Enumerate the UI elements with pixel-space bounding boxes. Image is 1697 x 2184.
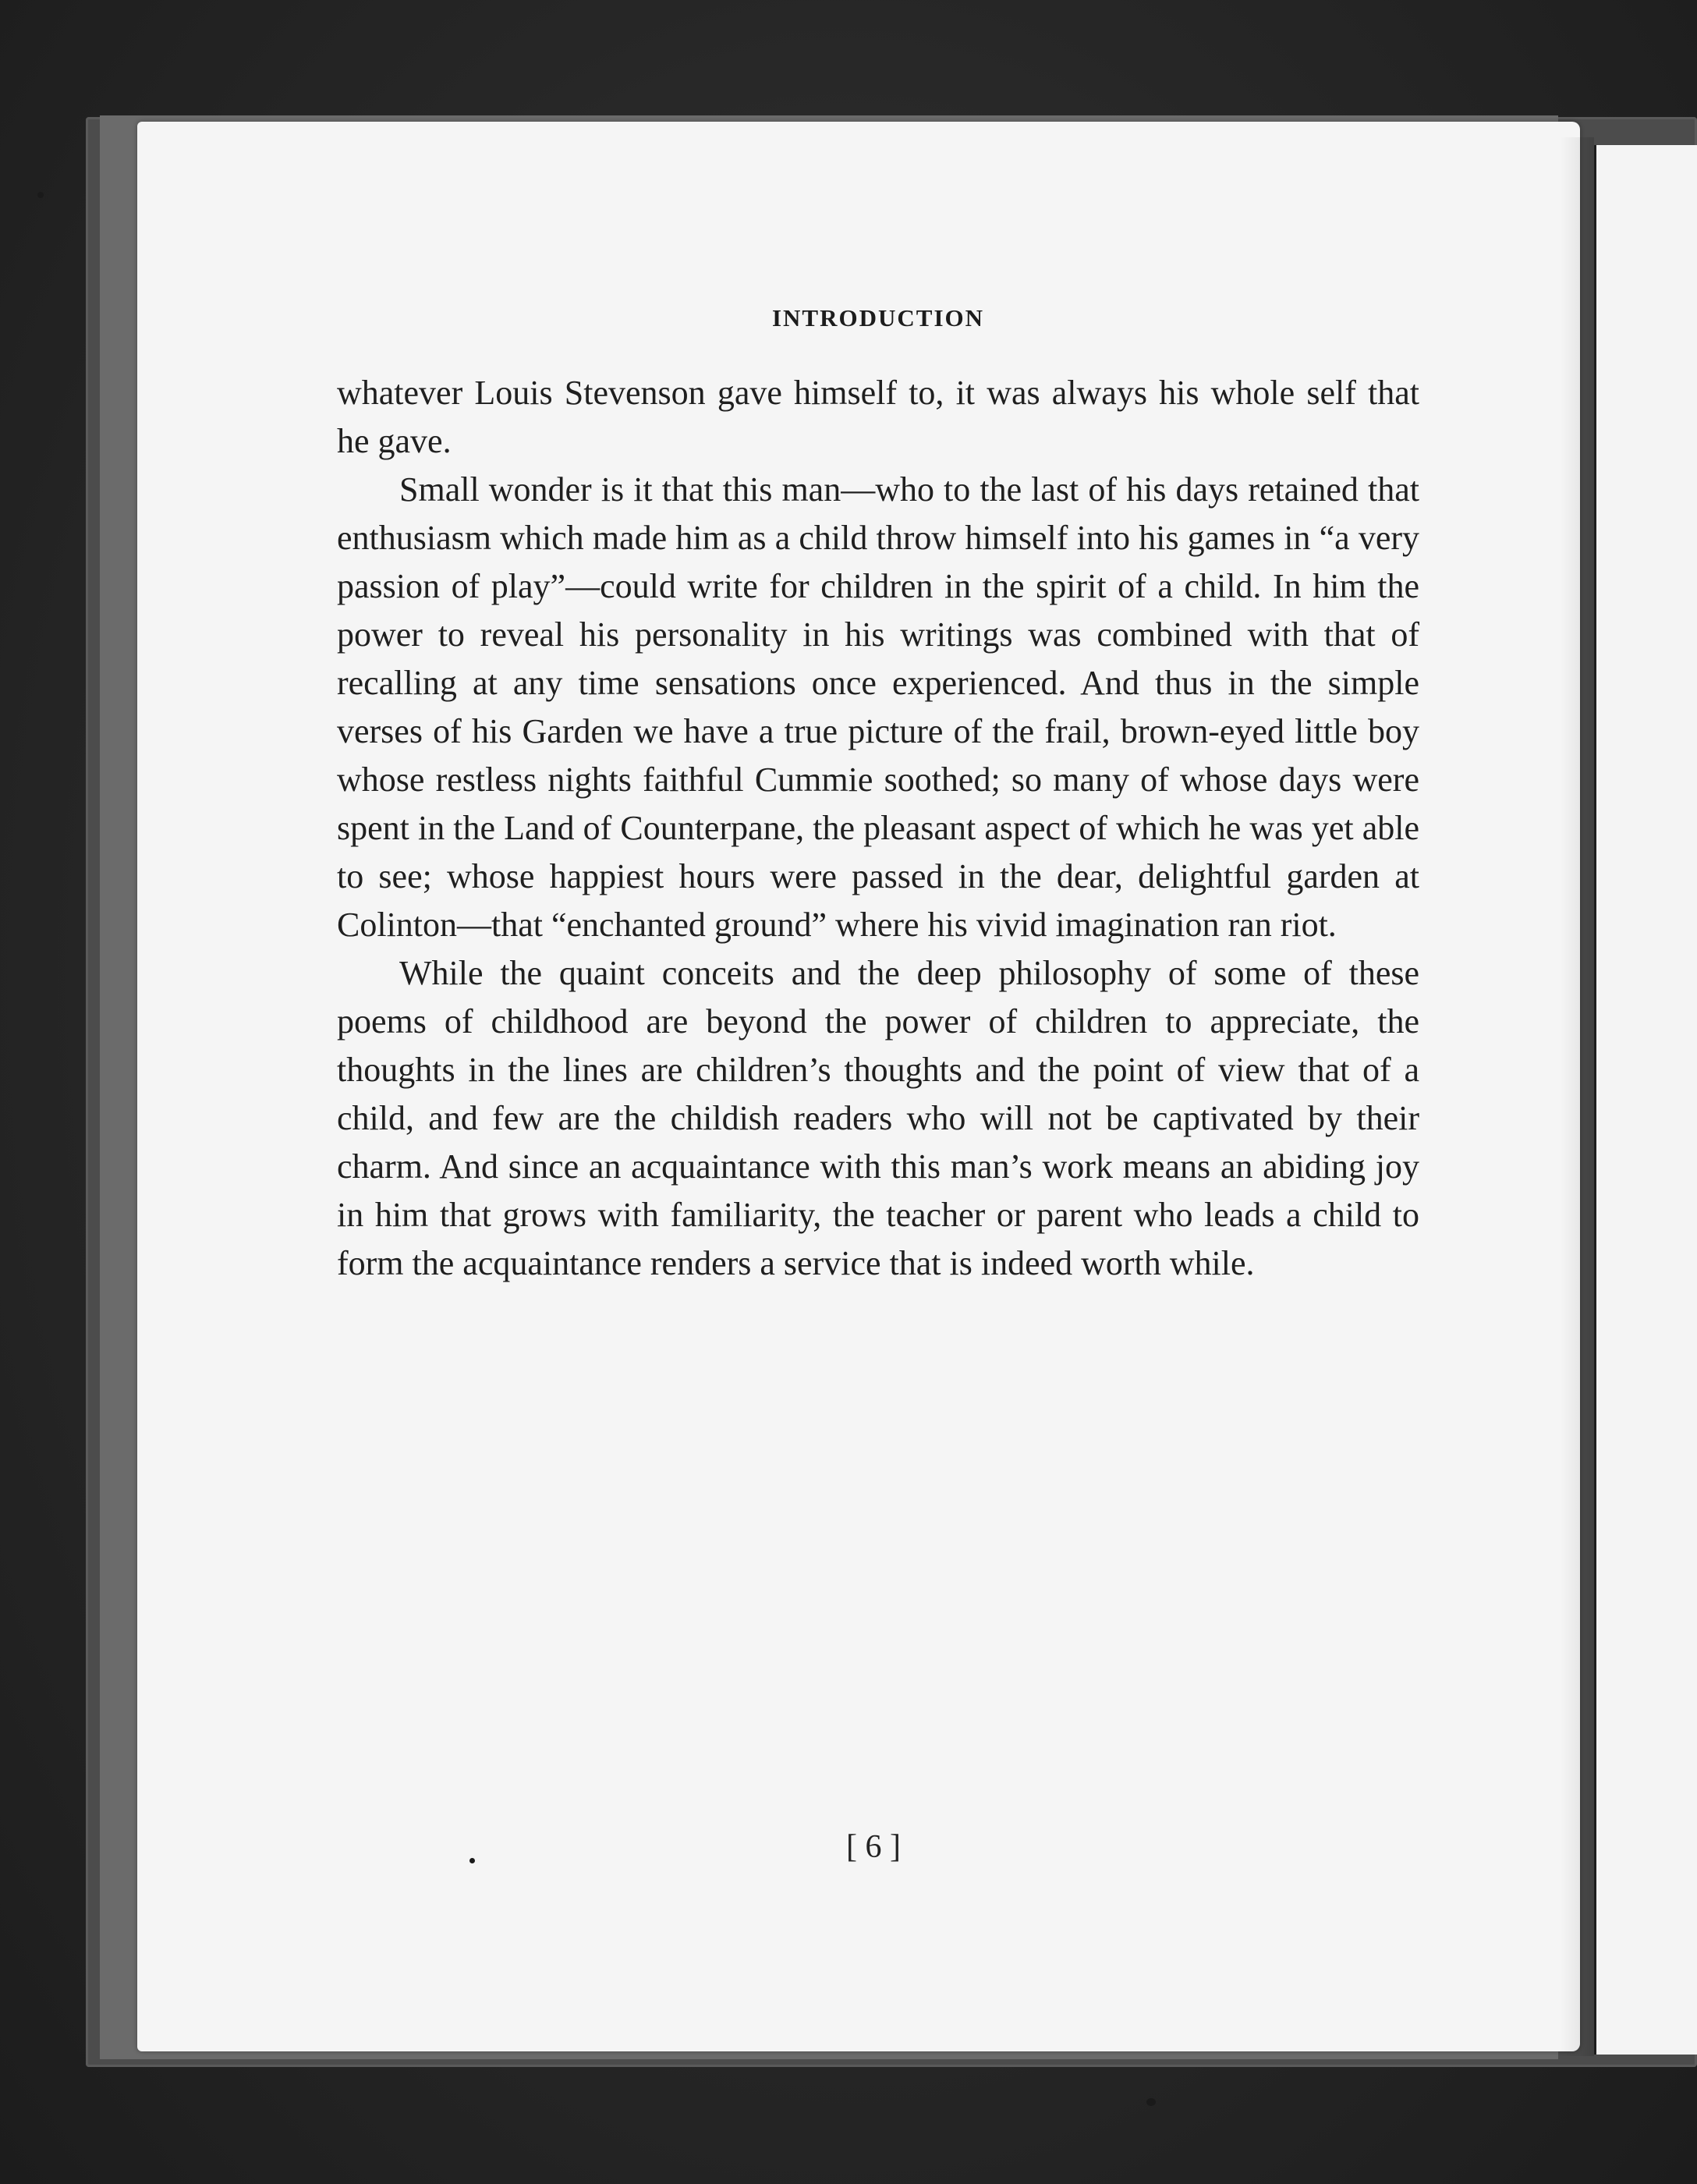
dust-speck	[37, 192, 44, 198]
body-text	[337, 369, 1419, 1288]
dust-speck	[1146, 2098, 1156, 2106]
paragraph: Small wonder is it that this man—who to the last of his days retained that enthusiasm which made him as a child throw himself into his games in “a very passion of play”—could write for children in the spirit of a child. In him the power to reveal his personality in his writings was combined with that of recalling at any time sensations once experienced. And thus in the simple verses of his Garden we have a true picture of the frail, brown-eyed little boy whose restless nights faithful Cummie soothed; so many of whose days were spent in the Land of Counterpane, the pleasant aspect of which he was yet able to see; whose happiest hours were passed in the dear, delightful garden at Colinton—that “enchanted ground” where his vivid imagination ran riot.	[337, 470, 1419, 944]
facing-page-edge	[1594, 145, 1697, 2055]
paragraph-continued: whatever Louis Stevenson gave himself to, it was always his whole self that he gave.	[337, 374, 1419, 460]
paragraph: While the quaint conceits and the deep philosophy of some of these poems of childhood are beyond the power of children to appreciate, the thoughts in the lines are children’s thoughts and the point of view that of a child, and few are the childish readers who will not be captivated by their charm. And since an acquaintance with this man’s work means an abiding joy in him that grows with familiarity, the teacher or parent who leads a child to form the acquaintance renders a service that is indeed worth while.	[337, 954, 1419, 1282]
page-number: [ 6 ]	[846, 1829, 901, 1865]
running-head: INTRODUCTION	[771, 304, 985, 332]
dust-speck	[469, 1858, 475, 1863]
gutter-shadow	[1560, 137, 1594, 2056]
